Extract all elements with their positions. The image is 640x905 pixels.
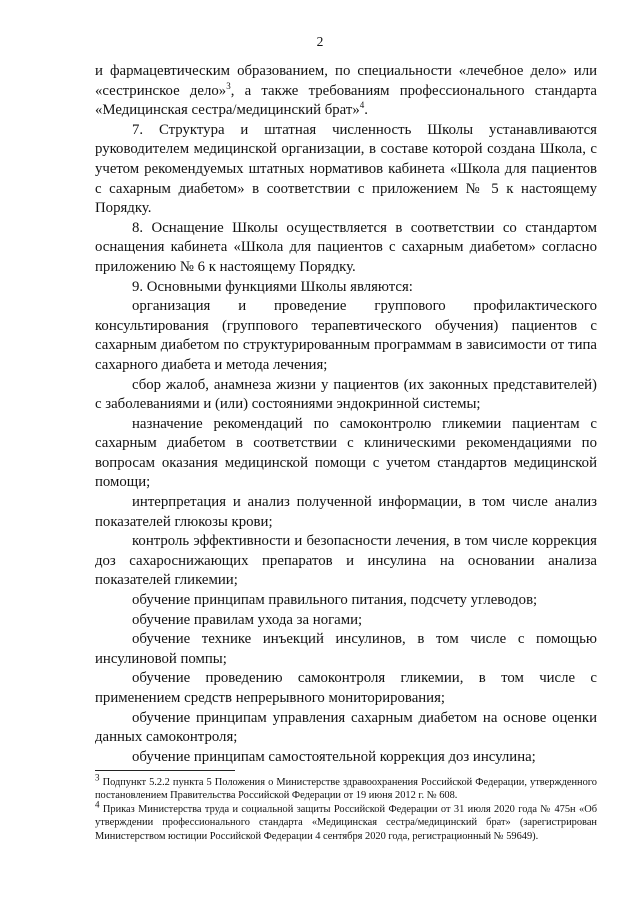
footnote-mark: 4 <box>95 799 100 810</box>
paragraph-8: 8. Оснащение Школы осуществляется в соответствии со стандартом оснащения кабинета «Школа для пациентов с сахарным диабетом» согласно приложению № 6 к настоящему Порядку. <box>95 219 597 275</box>
list-item: интерпретация и анализ полученной информации, в том числе анализ показателей глюкозы крови; <box>95 494 597 530</box>
list-item: обучение принципам самостоятельной коррекция доз инсулина; <box>132 748 536 765</box>
paragraph-text: . <box>364 102 368 119</box>
paragraph-text: и фармацевтическим образованием, по специальности «лечебное дело» или «сестринское дело» <box>95 63 597 99</box>
list-item: обучение правилам ухода за ногами; <box>132 611 363 628</box>
list-item: сбор жалоб, анамнеза жизни у пациентов (их законных представителей) с заболеваниями и (или) состояниями эндокринной системы; <box>95 376 597 413</box>
paragraph-continuation <box>95 62 597 121</box>
footnote-3 <box>95 772 597 803</box>
footnote-divider <box>95 770 235 771</box>
list-item: обучение проведению самоконтроля гликемии, в том числе с применением средств непрерывного мониторирования; <box>95 670 597 706</box>
footnote-mark: 3 <box>95 772 100 783</box>
page-number: 2 <box>316 34 324 49</box>
list-item: организация и проведение группового профилактического консультирования (группового терапевтического обучения) пациентов с сахарным диабетом по структурированным программам в зависимости от типа сахарного диабета и метода лечения; <box>95 298 597 373</box>
body-text <box>95 62 597 767</box>
footnote-text: Подпункт 5.2.2 пункта 5 Положения о Министерстве здравоохранения Российской Федерации, утвержденного постановлением Правительства Российской Федерации от 19 июня 2012 г. № 608. <box>95 777 597 802</box>
list-item: назначение рекомендаций по самоконтролю гликемии пациентам с сахарным диабетом в соответствии с клиническими рекомендациями по вопросам оказания медицинской помощи с учетом стандартов медицинской помощи; <box>95 415 597 491</box>
footnote-ref-4: 4 <box>359 100 365 111</box>
list-item: обучение принципам управления сахарным диабетом на основе оценки данных самоконтроля; <box>95 709 597 746</box>
paragraph-7: 7. Структура и штатная численность Школы устанавливаются руководителем медицинской организации, в составе которой создана Школа, с учетом рекомендуемых штатных нормативов кабинета «Школа для пациентов с сахарным диабетом» в соответствии с приложением № 5 к настоящему Порядку. <box>95 121 597 217</box>
list-item: обучение принципам правильного питания, подсчету углеводов; <box>132 592 538 609</box>
list-item: обучение технике инъекций инсулинов, в том числе с помощью инсулиновой помпы; <box>95 631 597 667</box>
list-item: контроль эффективности и безопасности лечения, в том числе коррекция доз сахароснижающих препаратов и инсулина на основании анализа показателей гликемии; <box>95 533 597 589</box>
footnotes <box>95 772 597 843</box>
footnote-text: Приказ Министерства труда и социальной защиты Российской Федерации от 31 июля 2020 года № 475н «Об утверждении профессионального стандарта «Медицинская сестра/медицинский брат» (зарегистрирован Министерством юстиции Российской Федерации 4 сентября 2020 года, регистрационный № 59649). <box>95 803 597 842</box>
paragraph-9: 9. Основными функциями Школы являются: <box>132 278 413 295</box>
footnote-ref-3: 3 <box>226 80 231 91</box>
paragraph-text: , а также требованиям профессионального стандарта «Медицинская сестра/медицинский брат» <box>95 82 597 119</box>
footnote-4 <box>95 799 597 843</box>
